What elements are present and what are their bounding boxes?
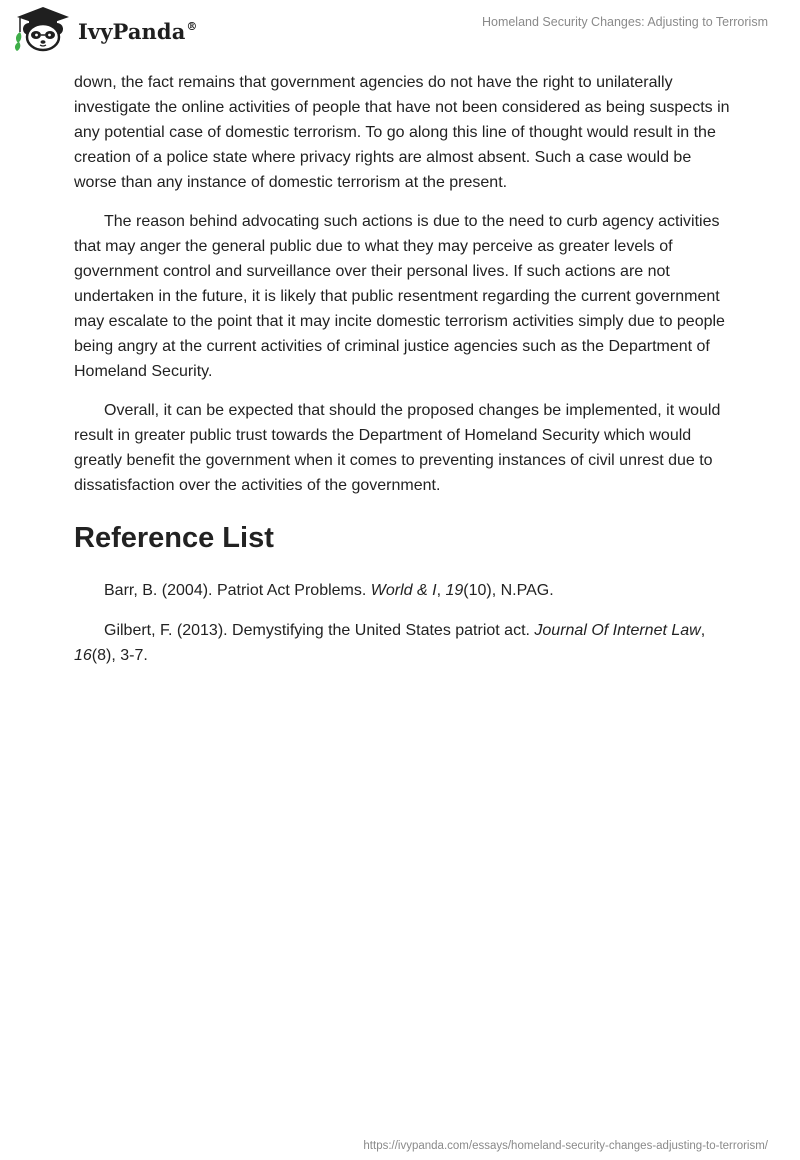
reference-journal: Journal Of Internet Law bbox=[534, 622, 701, 639]
reference-tail: (8), 3-7. bbox=[91, 647, 148, 664]
reference-separator: , bbox=[700, 622, 706, 639]
reference-volume: 19 bbox=[445, 582, 464, 599]
essay-content bbox=[74, 70, 734, 683]
brand-name: IvyPanda® bbox=[78, 18, 198, 44]
reference-item bbox=[74, 618, 734, 668]
reference-list-heading: Reference List bbox=[74, 522, 274, 554]
reference-lead: Gilbert, F. (2013). Demystifying the United States patriot act. bbox=[104, 622, 535, 639]
reference-lead: Barr, B. (2004). Patriot Act Problems. bbox=[104, 582, 371, 599]
document-title: Homeland Security Changes: Adjusting to Terrorism bbox=[481, 15, 768, 29]
reference-journal: World & I bbox=[370, 582, 437, 599]
body-paragraph: Overall, it can be expected that should the proposed changes be implemented, it would result in greater public trust towards the Department of Homeland Security which would greatly benefit the government when it comes to preventing instances of civil unrest due to dissatisfaction over the activities of the government. bbox=[74, 402, 721, 494]
source-url[interactable]: https://ivypanda.com/essays/homeland-security-changes-adjusting-to-terrorism/ bbox=[363, 1140, 768, 1152]
body-paragraph: down, the fact remains that government agencies do not have the right to unilaterally investigate the online activities of people that have not been considered as being suspects in any potential case of domestic terrorism. To go along this line of thought would result in the creation of a police state where privacy rights are almost absent. Such a case would be worse than any instance of domestic terrorism at the present. bbox=[74, 74, 730, 191]
panda-graduate-icon bbox=[14, 6, 72, 52]
page-header bbox=[0, 0, 800, 66]
body-paragraph: The reason behind advocating such actions is due to the need to curb agency activities that may anger the general public due to what they may perceive as greater levels of government control and surveillance over their personal lives. If such actions are not undertaken in the future, it is likely that public resentment regarding the current government may escalate to the point that it may incite domestic terrorism activities simply due to people being angry at the current activities of criminal justice agencies such as the Department of Homeland Security. bbox=[74, 213, 725, 380]
ivypanda-logo[interactable] bbox=[14, 6, 198, 52]
reference-separator: , bbox=[436, 582, 446, 599]
reference-item bbox=[74, 578, 734, 603]
reference-tail: (10), N.PAG. bbox=[463, 582, 554, 599]
registered-mark: ® bbox=[186, 19, 198, 33]
reference-volume: 16 bbox=[74, 647, 92, 664]
